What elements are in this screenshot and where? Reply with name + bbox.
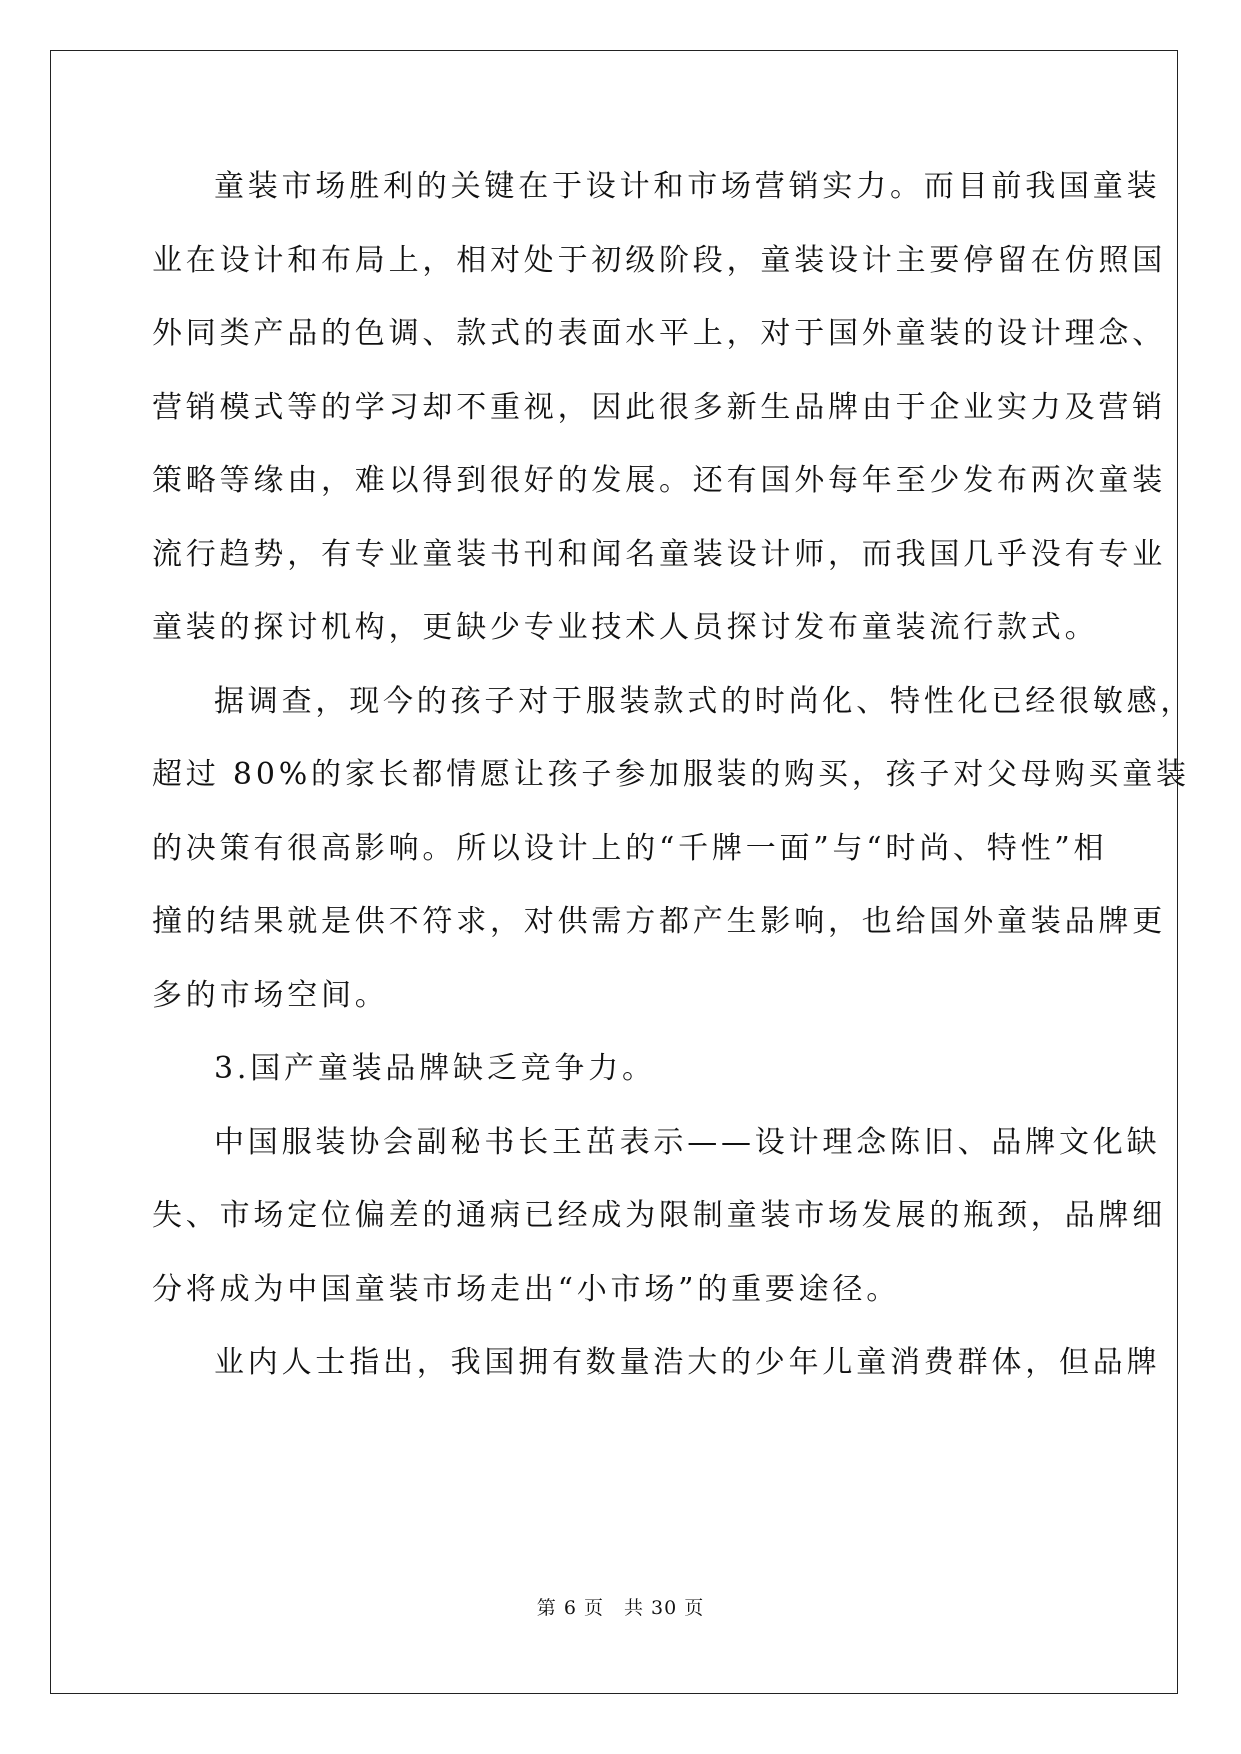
paragraph-line: 业内人士指出，我国拥有数量浩大的少年儿童消费群体，但品牌 bbox=[214, 1345, 1161, 1380]
paragraph-line: 超过 80%的家长都情愿让孩子参加服装的购买，孩子对父母购买童装 bbox=[152, 757, 1190, 792]
paragraph-line: 失、市场定位偏差的通病已经成为限制童装市场发展的瓶颈，品牌细 bbox=[152, 1198, 1166, 1233]
paragraph-line: 业在设计和布局上，相对处于初级阶段，童装设计主要停留在仿照国 bbox=[152, 242, 1166, 278]
paragraph-line: 中国服装协会副秘书长王茁表示——设计理念陈旧、品牌文化缺 bbox=[214, 1124, 1161, 1160]
paragraph-line: 童装市场胜利的关键在于设计和市场营销实力。而目前我国童装 bbox=[214, 169, 1161, 204]
paragraph-line: 童装的探讨机构，更缺少专业技术人员探讨发布童装流行款式。 bbox=[152, 610, 1099, 645]
paragraph-line: 的决策有很高影响。所以设计上的“千牌一面”与“时尚、特性”相 bbox=[152, 830, 1108, 866]
page-number: 第 6 页 bbox=[536, 1597, 604, 1619]
paragraph-line: 营销模式等的学习却不重视，因此很多新生品牌由于企业实力及营销 bbox=[152, 389, 1166, 425]
paragraph-line: 多的市场空间。 bbox=[152, 977, 389, 1013]
section-heading: 3.国产童装品牌缺乏竞争力。 bbox=[214, 1051, 656, 1086]
page-footer bbox=[0, 1593, 1241, 1620]
paragraph-line: 外同类产品的色调、款式的表面水平上，对于国外童装的设计理念、 bbox=[152, 316, 1166, 351]
paragraph-line: 流行趋势，有专业童装书刊和闻名童装设计师，而我国几乎没有专业 bbox=[152, 536, 1166, 572]
paragraph-line: 策略等缘由，难以得到很好的发展。还有国外每年至少发布两次童装 bbox=[152, 463, 1166, 498]
paragraph-line: 撞的结果就是供不符求，对供需方都产生影响，也给国外童装品牌更 bbox=[152, 904, 1166, 939]
paragraph-line: 据调查，现今的孩子对于服装款式的时尚化、特性化已经很敏感， bbox=[214, 683, 1195, 719]
paragraph-line: 分将成为中国童装市场走出“小市场”的重要途径。 bbox=[152, 1271, 901, 1307]
page-total: 共 30 页 bbox=[623, 1597, 705, 1619]
document-body bbox=[152, 150, 1195, 1400]
